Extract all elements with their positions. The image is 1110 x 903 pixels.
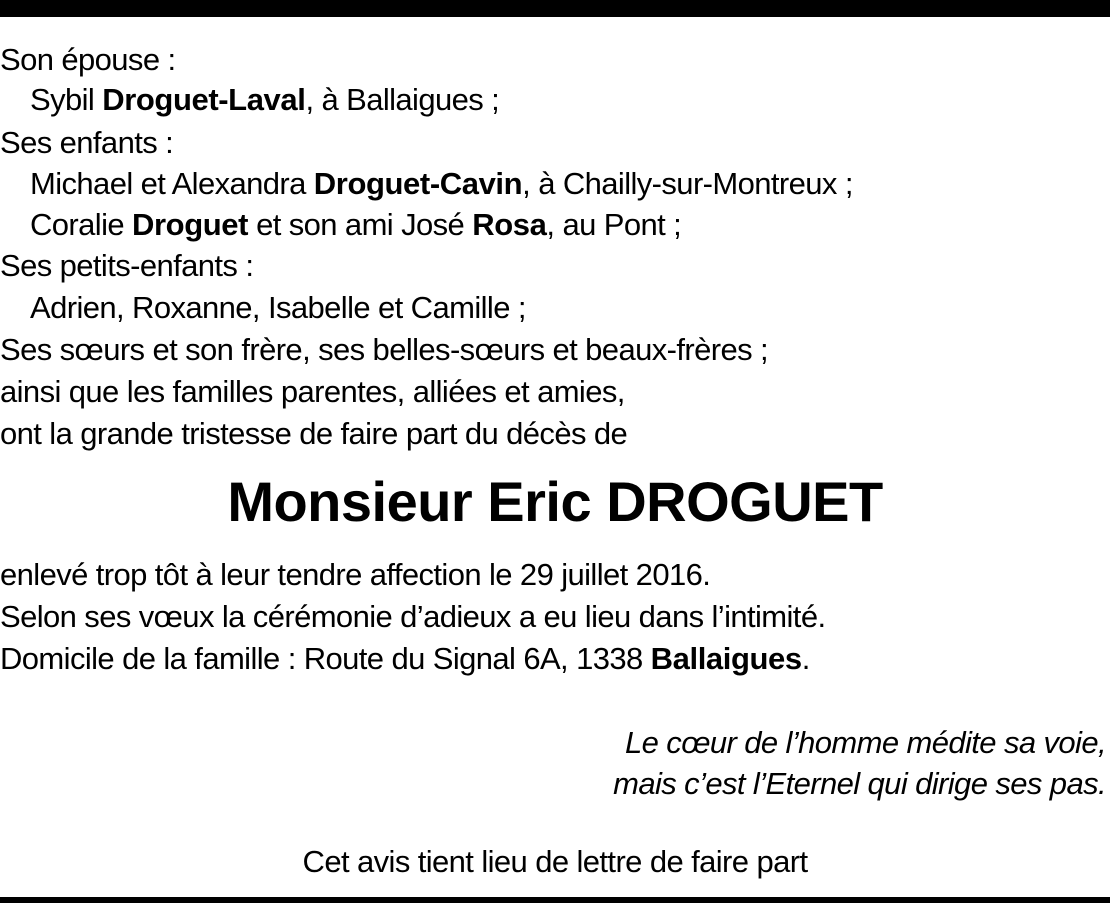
address-end: . xyxy=(801,641,810,676)
family-address-line xyxy=(0,639,810,679)
spouse-location: , à Ballaigues ; xyxy=(305,82,500,117)
children-heading: Ses enfants : xyxy=(0,125,174,160)
spouse-surname: Droguet-Laval xyxy=(102,82,306,117)
child-1-first-names: Michael et Alexandra xyxy=(30,166,314,201)
spouse-first-name: Sybil xyxy=(30,82,103,117)
spouse-heading: Son épouse : xyxy=(0,42,176,77)
child-1-surname: Droguet-Cavin xyxy=(313,166,523,201)
announcement-line: ont la grande tristesse de faire part du décès de xyxy=(0,416,628,451)
grandchildren-heading: Ses petits-enfants : xyxy=(0,248,254,283)
quote-line-2: mais c’est l’Eternel qui dirige ses pas. xyxy=(613,766,1106,801)
child-2-partner-surname: Rosa xyxy=(472,207,547,242)
child-entry-1 xyxy=(30,164,853,204)
deceased-name: Monsieur Eric DROGUET xyxy=(227,470,883,533)
child-2-first-name: Coralie xyxy=(30,207,133,242)
siblings-line: Ses sœurs et son frère, ses belles-sœurs et beaux-frères ; xyxy=(0,332,769,367)
child-entry-2 xyxy=(30,205,681,245)
child-2-partner-intro: et son ami José xyxy=(248,207,473,242)
child-2-location: , au Pont ; xyxy=(546,207,682,242)
address-text: Domicile de la famille : Route du Signal 6A, 1338 xyxy=(0,641,651,676)
death-date-line: enlevé trop tôt à leur tendre affection le 29 juillet 2016. xyxy=(0,557,711,592)
child-1-location: , à Chailly-sur-Montreux ; xyxy=(522,166,853,201)
address-town: Ballaigues xyxy=(650,641,802,676)
grandchildren-names: Adrien, Roxanne, Isabelle et Camille ; xyxy=(30,290,526,325)
bottom-border-rule xyxy=(0,897,1110,903)
top-border-rule xyxy=(0,0,1110,17)
footer-note: Cet avis tient lieu de lettre de faire part xyxy=(302,844,808,879)
child-2-surname: Droguet xyxy=(132,207,249,242)
quote-line-1: Le cœur de l’homme médite sa voie, xyxy=(625,725,1106,760)
ceremony-line: Selon ses vœux la cérémonie d’adieux a eu lieu dans l’intimité. xyxy=(0,599,826,634)
families-line: ainsi que les familles parentes, alliées et amies, xyxy=(0,374,625,409)
spouse-entry xyxy=(30,80,499,120)
